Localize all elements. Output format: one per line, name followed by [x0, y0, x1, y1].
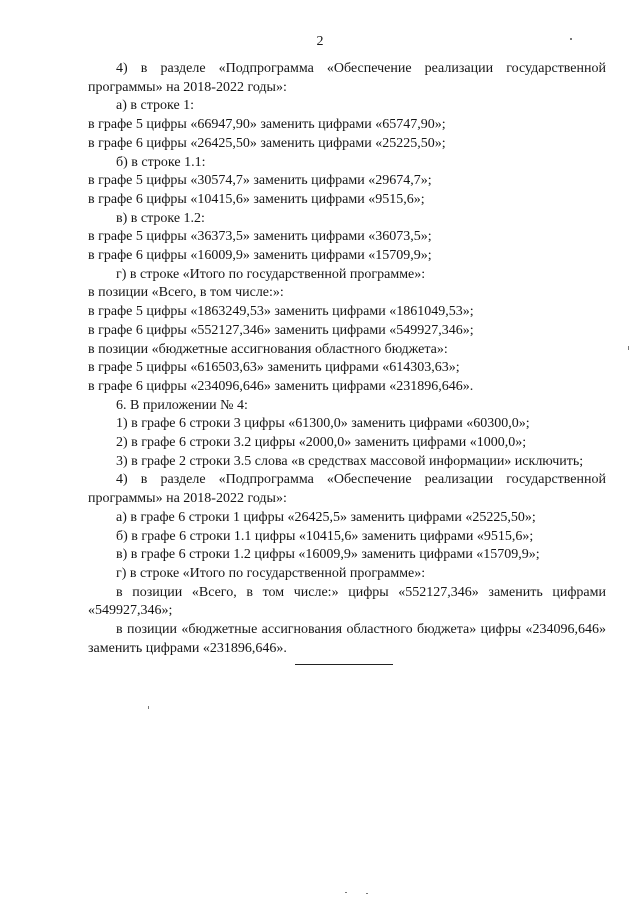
paragraph-line: в позиции «Всего, в том числе:» цифры «552127,346» заменить цифрами «549927,346»;	[88, 584, 606, 619]
scan-speck	[148, 706, 149, 709]
page-number: 2	[316, 34, 324, 49]
scan-speck	[628, 346, 629, 350]
paragraph-line: в графе 6 цифры «10415,6» заменить цифрами «9515,6»;	[88, 191, 425, 207]
paragraph-line: в графе 5 цифры «30574,7» заменить цифрами «29674,7»;	[88, 173, 432, 189]
document-body	[88, 60, 606, 659]
paragraph-line: в графе 5 цифры «66947,90» заменить цифрами «65747,90»;	[88, 117, 446, 133]
paragraph-line: в графе 5 цифры «616503,63» заменить цифрами «614303,63»;	[88, 360, 460, 376]
closing-separator-line	[295, 664, 393, 665]
paragraph-line: а) в графе 6 строки 1 цифры «26425,5» заменить цифрами «25225,50»;	[116, 509, 536, 525]
scan-speck	[345, 892, 347, 893]
paragraph-item-b: б) в строке 1.1:	[116, 154, 206, 170]
paragraph-line: б) в графе 6 строки 1.1 цифры «10415,6» заменить цифрами «9515,6»;	[116, 528, 534, 544]
paragraph-line: в позиции «бюджетные ассигнования областного бюджета»:	[88, 341, 448, 357]
paragraph-appendix-4: 6. В приложении № 4:	[116, 397, 248, 413]
paragraph-line: в) в графе 6 строки 1.2 цифры «16009,9» заменить цифрами «15709,9»;	[116, 547, 540, 563]
paragraph-line: 2) в графе 6 строки 3.2 цифры «2000,0» заменить цифрами «1000,0»;	[116, 435, 527, 451]
paragraph-line: 1) в графе 6 строки 3 цифры «61300,0» заменить цифрами «60300,0»;	[116, 416, 530, 432]
paragraph-line: в позиции «бюджетные ассигнования областного бюджета» цифры «234096,646» заменить цифрами «231896,646».	[88, 622, 606, 656]
scan-speck	[366, 893, 368, 894]
paragraph-line: в графе 6 цифры «552127,346» заменить цифрами «549927,346»;	[88, 322, 474, 338]
paragraph-line: в графе 6 цифры «16009,9» заменить цифрами «15709,9»;	[88, 248, 432, 264]
paragraph-item-a: а) в строке 1:	[116, 98, 195, 114]
paragraph-line: в графе 5 цифры «36373,5» заменить цифрами «36073,5»;	[88, 229, 432, 245]
paragraph-section-4: 4) в разделе «Подпрограмма «Обеспечение реализации государственной программы» на 2018-2022 годы»:	[88, 61, 606, 95]
paragraph-line: 3) в графе 2 строки 3.5 слова «в средствах массовой информации» исключить;	[116, 453, 584, 469]
paragraph-item-v: в) в строке 1.2:	[116, 210, 205, 226]
paragraph-section-4-appendix: 4) в разделе «Подпрограмма «Обеспечение реализации государственной программы» на 2018-2022 годы»:	[88, 472, 606, 507]
scan-speck	[570, 38, 572, 40]
paragraph-line: в позиции «Всего, в том числе:»:	[88, 285, 284, 301]
paragraph-line: г) в строке «Итого по государственной программе»:	[116, 565, 426, 581]
paragraph-line: в графе 6 цифры «26425,50» заменить цифрами «25225,50»;	[88, 135, 446, 151]
paragraph-line: в графе 6 цифры «234096,646» заменить цифрами «231896,646».	[88, 378, 474, 394]
paragraph-item-g: г) в строке «Итого по государственной программе»:	[116, 266, 426, 282]
paragraph-line: в графе 5 цифры «1863249,53» заменить цифрами «1861049,53»;	[88, 304, 474, 320]
